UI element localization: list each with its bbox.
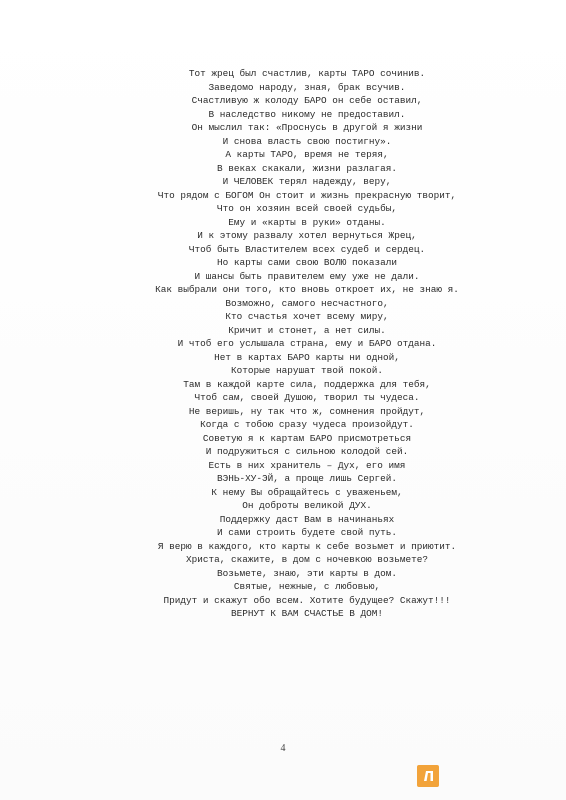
- poem-line: А карты ТАРО, время не теряя,: [225, 149, 389, 160]
- poem-line: И снова власть свою постигну».: [222, 135, 392, 147]
- poem-line: Которые нарушат твой покой.: [231, 365, 383, 376]
- poem-line: Чтоб быть Властителем всех судеб и сердец.: [188, 243, 426, 255]
- poem-line: Он мыслил так: «Проснусь в другой я жизни: [191, 122, 423, 133]
- poem-line: Что рядом с БОГОМ Он стоит и жизнь прекрасную творит,: [157, 189, 457, 201]
- poem-line: Возможно, самого несчастного,: [225, 297, 389, 309]
- poem-line: Ему и «карты в руки» отданы.: [228, 216, 386, 228]
- poem-line: Поддержку даст Вам в начинаньях: [219, 513, 395, 525]
- poem-line: К нему Вы обращайтесь с уваженьем,: [211, 486, 403, 498]
- poem-line: Советую я к картам БАРО присмотреться: [202, 432, 412, 444]
- poem-line: И ЧЕЛОВЕК терял надежду, веру,: [222, 176, 392, 187]
- poem-line: И сами строить будете свой путь.: [216, 527, 398, 538]
- poem-line: Заведомо народу, зная, брак всучив.: [208, 81, 406, 93]
- poem-line: Возьмете, знаю, эти карты в дом.: [216, 567, 398, 579]
- poem-line: Не веришь, ну так что ж, сомнения пройдут,: [188, 405, 426, 417]
- poem-line: Кричит и стонет, а нет силы.: [228, 324, 386, 336]
- poem-text: [92, 67, 522, 621]
- poem-line: Я верю в каждого, кто карты к себе возьмет и приютит.: [157, 540, 457, 552]
- poem-line: Придут и скажут обо всем. Хотите будущее? Скажут!!!: [163, 594, 451, 606]
- poem-line: Нет в картах БАРО карты ни одной,: [214, 351, 400, 363]
- publisher-logo-icon: [417, 765, 439, 787]
- poem-line: Чтоб сам, своей Душою, творил ты чудеса.: [194, 392, 420, 403]
- poem-line: В наследство никому не предоставил.: [208, 108, 406, 120]
- poem-line: Счастливую ж колоду БАРО он себе оставил,: [191, 95, 423, 106]
- poem-line: В веках скакали, жизни разлагая.: [216, 162, 398, 174]
- poem-line: Есть в них хранитель – Дух, его имя: [208, 459, 406, 471]
- poem-line: И чтоб его услышала страна, ему и БАРО отдана.: [177, 338, 437, 349]
- poem-line: Когда с тобою сразу чудеса произойдут.: [200, 419, 414, 430]
- poem-line: Святые, нежные, с любовью,: [233, 581, 381, 592]
- poem-line: Там в каждой карте сила, поддержка для тебя,: [183, 378, 431, 390]
- poem-line: Но карты сами свою ВОЛЮ показали: [216, 257, 398, 268]
- page-number: 4: [280, 743, 286, 754]
- poem-line: Христа, скажите, в дом с ночевкою возьмете?: [186, 554, 428, 565]
- poem-line: ВЭНЬ-ХУ-ЭЙ, а проще лишь Сергей.: [216, 473, 398, 484]
- poem-line: И шансы быть правителем ему уже не дали.: [194, 270, 420, 282]
- poem-line: И подружиться с сильною колодой сей.: [205, 446, 409, 457]
- poem-line: И к этому развалу хотел вернуться Жрец,: [197, 230, 417, 241]
- poem-line: Кто счастья хочет всему миру,: [225, 311, 389, 322]
- poem-line: Тот жрец был счастлив, карты ТАРО сочинив.: [188, 68, 426, 79]
- poem-line: Что он хозяин всей своей судьбы,: [216, 203, 398, 214]
- poem-line: ВЕРНУТ К ВАМ СЧАСТЬЕ В ДОМ!: [231, 608, 383, 619]
- poem-line: Он доброты великой ДУХ.: [242, 500, 372, 511]
- poem-line: Как выбрали они того, кто вновь откроет их, не знаю я.: [155, 284, 459, 295]
- logo-letter-glyph: [421, 769, 435, 783]
